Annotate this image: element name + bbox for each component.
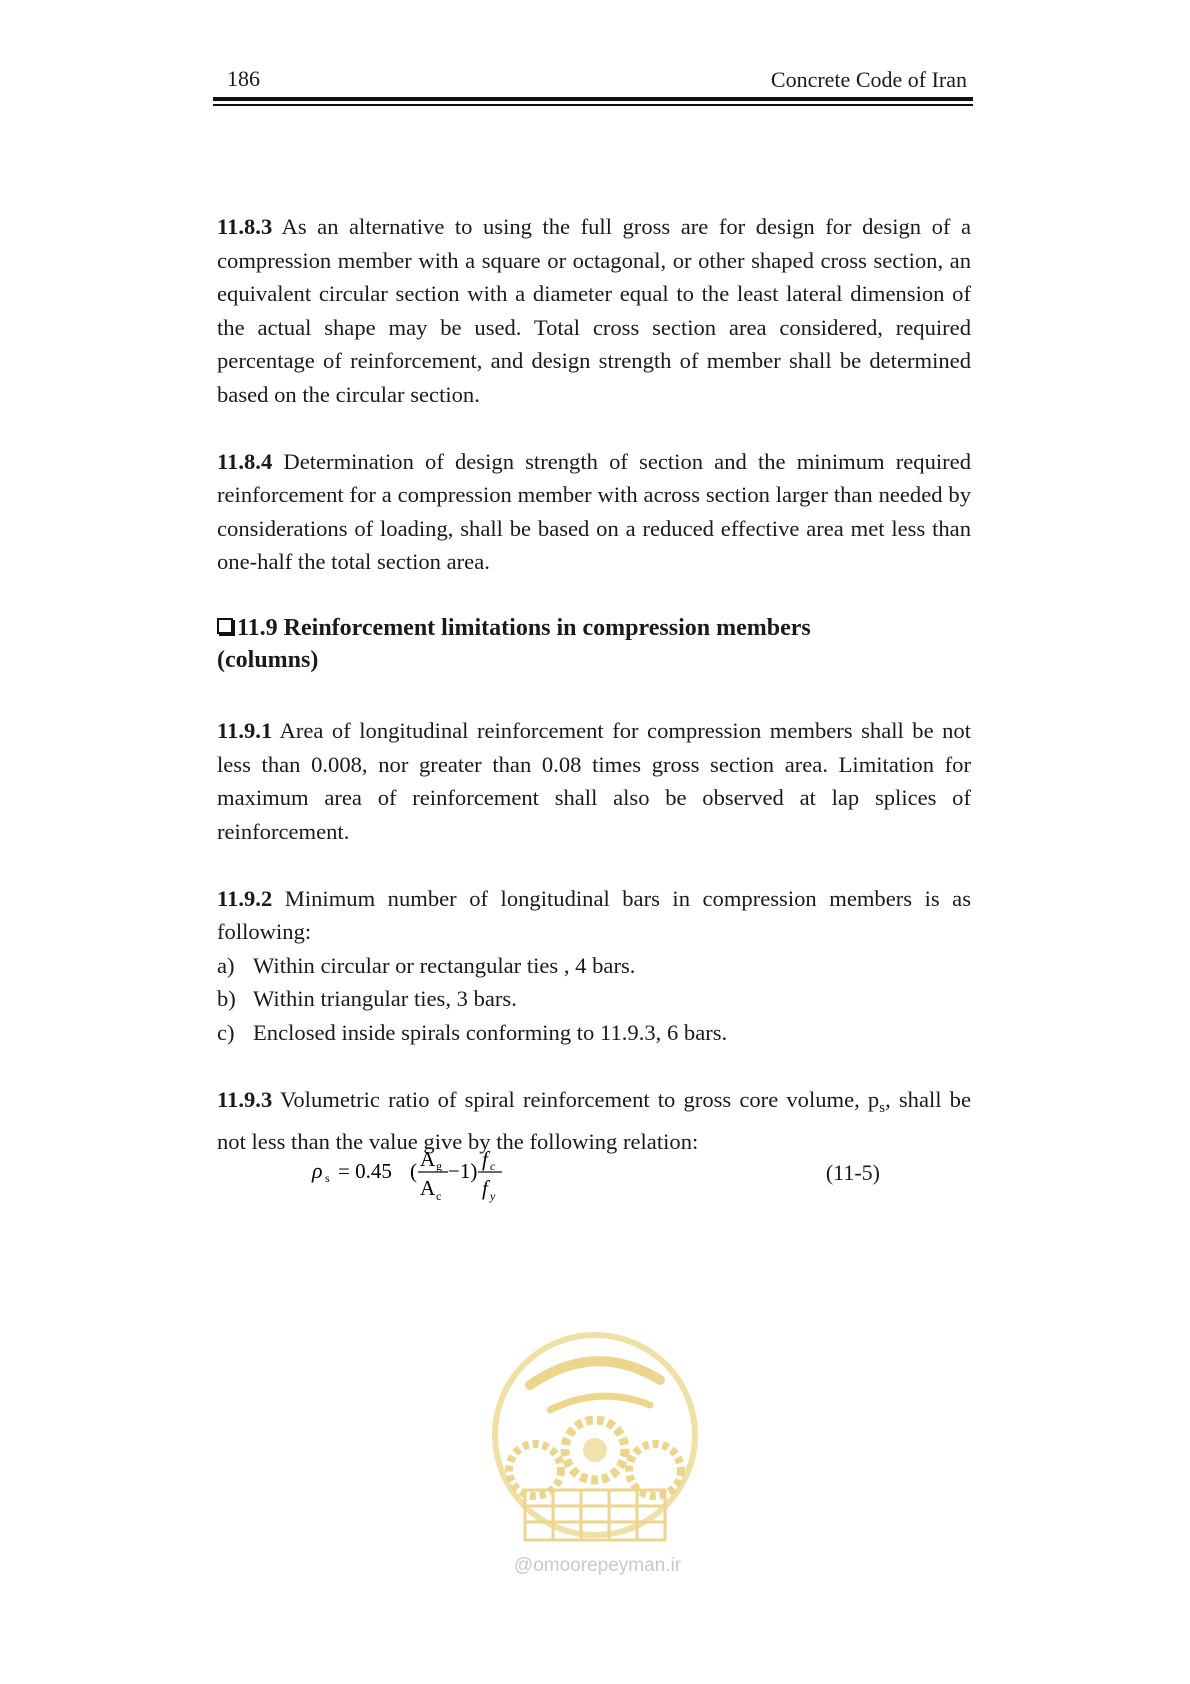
numerator-a: A [420, 1147, 436, 1171]
list-item [217, 982, 971, 1016]
subscript: s [879, 1099, 886, 1116]
section-number: 11.9.2 [217, 885, 273, 911]
equation-formula [310, 1140, 610, 1210]
paragraph-text: Area of longitudinal reinforcement for compression members shall be not less than 0.008, nor greater than 0.08 times gross section area. Limitation for maximum area of reinforcement shall also be observed at lap splices of reinforcement. [217, 718, 971, 844]
list-item-text: Enclosed inside spirals conforming to 11.9.3, 6 bars. [253, 1019, 728, 1045]
equation-number: (11-5) [825, 1160, 880, 1185]
section-number: 11.8.3 [217, 214, 273, 239]
page-header [213, 60, 973, 104]
checkbox-icon [217, 618, 233, 634]
header-rule-thick [213, 97, 973, 101]
paragraph-text: As an alternative to using the full gross are for design for design of a compression member with a square or octagonal, or other shaped cross section, an equivalent circular section with a diameter equal to the least lateral dimension of the actual shape may be used. Total cross section area considered, required percentage of reinforcement, and design strength of member shall be determined based on the circular section. [217, 214, 971, 407]
page-number: 186 [227, 66, 260, 91]
denominator-a: A [420, 1176, 436, 1200]
denominator-subscript: c [436, 1189, 442, 1203]
equation-11-5 [310, 1140, 880, 1210]
numerator-f-subscript: c [490, 1159, 496, 1173]
paragraph-text: Minimum number of longitudinal bars in compression members is as following: [217, 885, 971, 944]
list-marker: c) [217, 1019, 235, 1045]
section-number: 11.9.3 [217, 1086, 273, 1112]
denominator-f: f [482, 1176, 488, 1200]
paragraph-11-8-3 [217, 210, 971, 411]
rho-subscript: s [325, 1171, 330, 1185]
paragraph-11-9-1 [217, 714, 971, 848]
heading-line-1: 11.9 Reinforcement limitations in compression members [237, 615, 811, 641]
header-rule-thin [213, 104, 973, 106]
list-item-text: Within triangular ties, 3 bars. [253, 986, 517, 1011]
paragraph-text: , shall be not less than the value give by the following relation: [217, 1086, 971, 1154]
numerator-f: f [482, 1147, 488, 1171]
denominator-f-subscript: y [490, 1189, 496, 1203]
rho-symbol: ρ [312, 1158, 323, 1183]
logo-seal [490, 1330, 700, 1560]
paragraph-11-9-2 [217, 882, 971, 949]
minus-one: −1) [448, 1159, 478, 1183]
section-heading-11-9 [217, 612, 971, 676]
open-paren: ( [410, 1159, 417, 1183]
watermark-logo [490, 1330, 700, 1580]
paragraph-text: Determination of design strength of section and the minimum required reinforcement for a compression member with across section larger than needed by considerations of loading, shall be based on a reduced effective area met less than one-half the total section area. [217, 448, 971, 574]
page-body [217, 210, 971, 1159]
list-item [217, 949, 971, 983]
running-title: Concrete Code of Iran [770, 67, 967, 92]
list-item-text: Within circular or rectangular ties , 4 bars. [253, 952, 636, 978]
list-item [217, 1016, 971, 1050]
paragraph-11-8-4 [217, 445, 971, 579]
equals-coefficient: = 0.45 [338, 1159, 392, 1183]
numerator-subscript: g [436, 1159, 442, 1173]
paragraph-text: Volumetric ratio of spiral reinforcement to gross core volume, p [272, 1086, 880, 1112]
list-marker: a) [217, 952, 235, 978]
bar-count-list [217, 949, 971, 1050]
list-marker: b) [217, 986, 236, 1011]
heading-line-2: (columns) [217, 647, 319, 673]
section-number: 11.9.1 [217, 718, 273, 743]
section-number: 11.8.4 [217, 448, 273, 474]
watermark-url: @omoorepeyman.ir [513, 1555, 682, 1576]
